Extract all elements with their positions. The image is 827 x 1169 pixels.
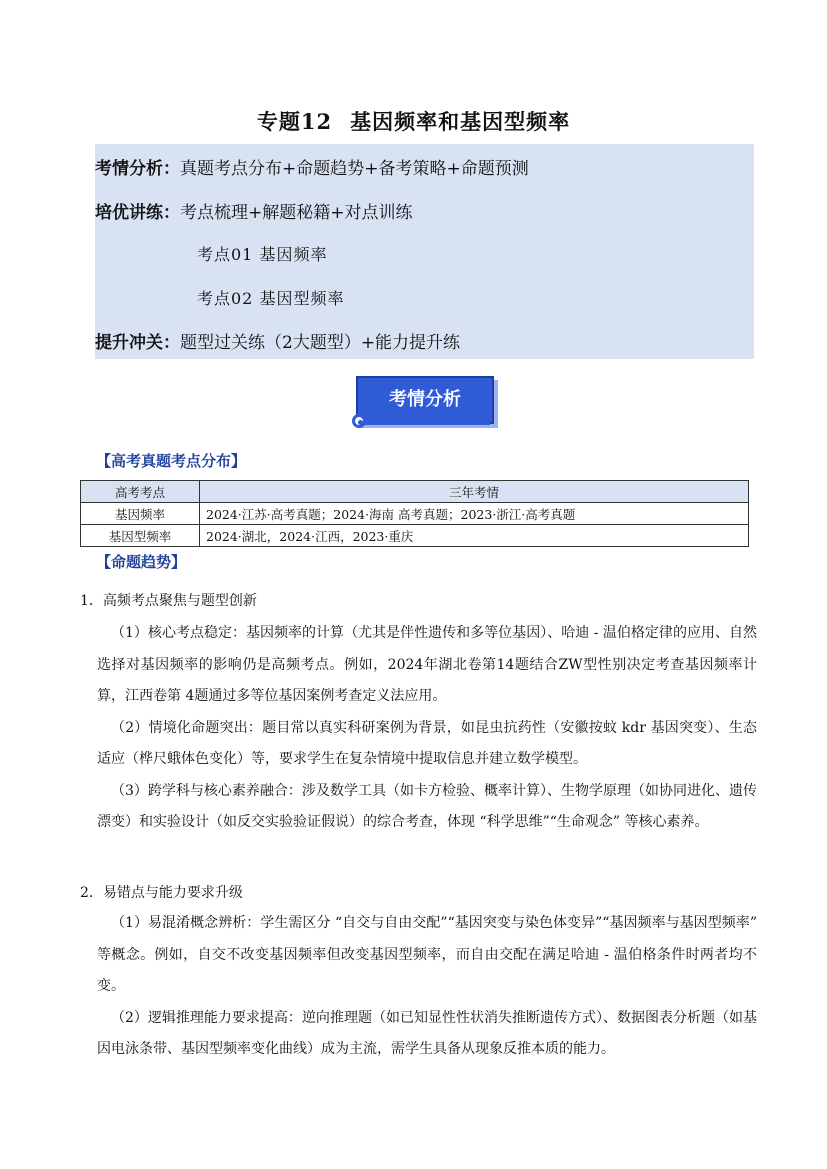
table-row [81, 525, 749, 547]
table-header-row [81, 481, 749, 503]
paragraph: （2）情境化命题突出：题目常以真实科研案例为背景，如昆虫抗药性（安徽按蚊 kdr 基因突变）、生态适应（桦尺蛾体色变化）等，要求学生在复杂情境中提取信息并建立数学模型。 [97, 719, 757, 767]
badge-dot-icon [352, 414, 366, 428]
page-title: 专题12 基因频率和基因型频率 [256, 109, 571, 134]
paragraph: （3）跨学科与核心素养融合：涉及数学工具（如卡方检验、概率计算）、生物学原理（如协同进化、遗传漂变）和实验设计（如反交实验验证假说）的综合考查，体现 “科学思维”“生命观念” 等核心素养。 [97, 782, 757, 830]
table-cell: 2024·江苏·高考真题；2024·海南 高考真题；2023·浙江·高考真题 [200, 503, 749, 525]
overview-sub-point-1: 考点01 基因频率 [197, 245, 328, 264]
paragraph: （1）易混淆概念辨析：学生需区分 “自交与自由交配”“基因突变与染色体变异”“基因频率与基因型频率” 等概念。例如，自交不改变基因频率但改变基因型频率，而自由交配在满足哈迪 - 温伯格条件时两者均不变。 [97, 915, 757, 994]
overview-row-analysis: 考情分析：真题考点分布+命题趋势+备考策略+命题预测 [95, 159, 529, 179]
overview-row-training: 培优讲练：考点梳理+解题秘籍+对点训练 [95, 203, 413, 223]
badge-underline [362, 422, 490, 425]
badge-label: 考情分析 [356, 376, 494, 424]
table-row [81, 503, 749, 525]
paragraph: （2）逻辑推理能力要求提高：逆向推理题（如已知显性性状消失推断遗传方式）、数据图表分析题（如基因电泳条带、基因型频率变化曲线）成为主流，需学生具备从现象反推本质的能力。 [97, 1009, 757, 1057]
overview-sub-point-2: 考点02 基因型频率 [197, 289, 345, 308]
table-cell: 基因型频率 [81, 525, 200, 547]
paragraph: （1）核心考点稳定：基因频率的计算（尤其是伴性遗传和多等位基因）、哈迪 - 温伯格定律的应用、自然选择对基因频率的影响仍是高频考点。例如，2024年湖北卷第14题结合ZW型性别决定考查基因频率计算，江西卷第 4题通过多等位基因案例考查定义法应用。 [97, 625, 757, 704]
item-1-body [97, 618, 757, 839]
overview-box [95, 144, 754, 359]
overview-row-advance: 提升冲关：题型过关练（2大题型）+能力提升练 [95, 333, 461, 353]
table-header-cell: 高考考点 [81, 481, 200, 503]
item-heading-2: 2．易错点与能力要求升级 [80, 885, 243, 901]
section-heading-distribution: 【高考真题考点分布】 [96, 452, 247, 470]
item-heading-1: 1．高频考点聚焦与题型创新 [80, 593, 257, 609]
table-cell: 2024·湖北，2024·江西，2023·重庆 [200, 525, 749, 547]
distribution-table [80, 480, 749, 547]
table-header-cell: 三年考情 [200, 481, 749, 503]
section-badge [352, 376, 498, 432]
item-2-body [97, 908, 757, 1066]
table-cell: 基因频率 [81, 503, 200, 525]
section-heading-trend: 【命题趋势】 [96, 553, 187, 571]
